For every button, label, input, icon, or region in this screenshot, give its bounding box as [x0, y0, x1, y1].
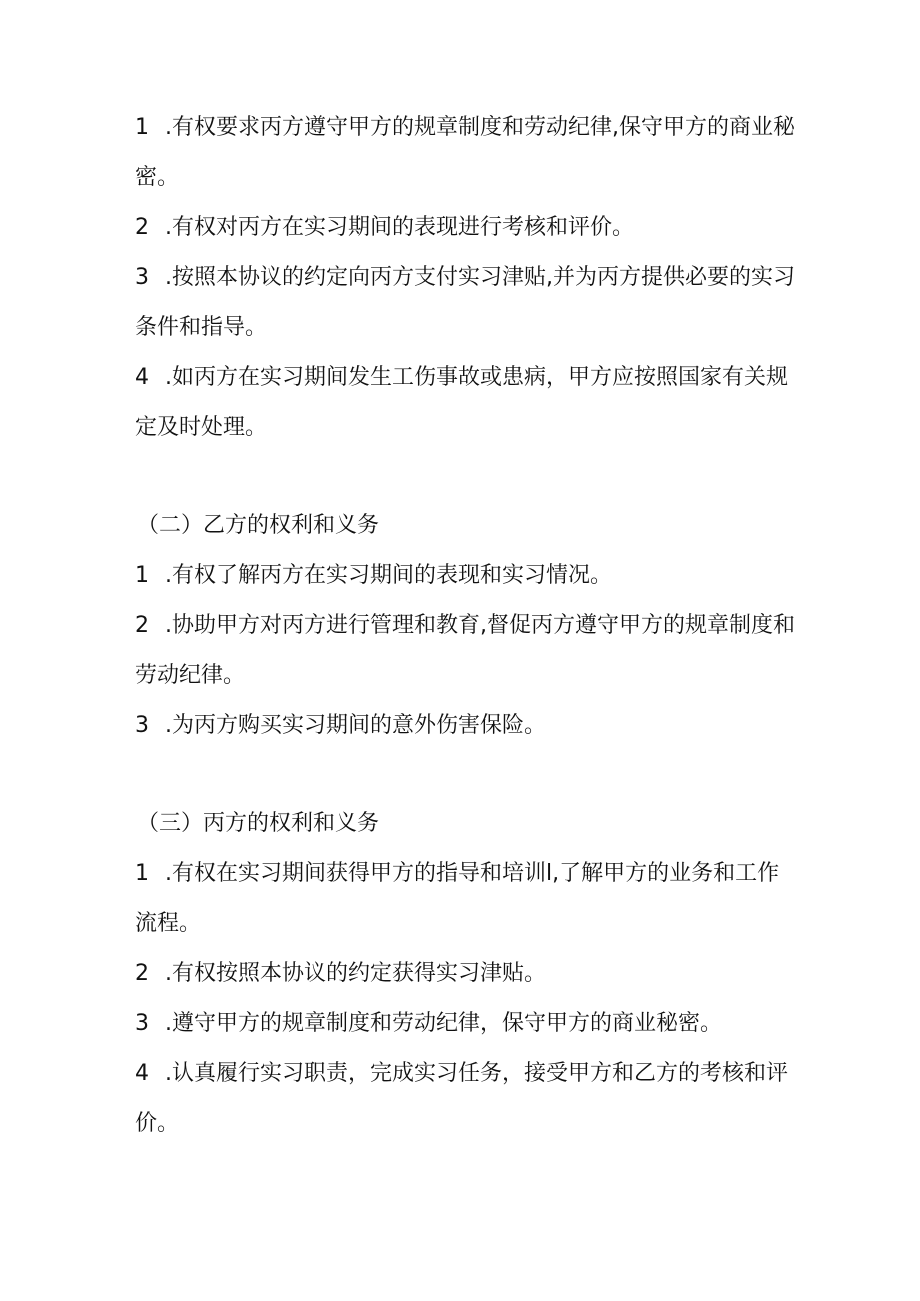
item-number: 4	[135, 365, 149, 390]
item-text: .按照本协议的约定向丙方支付实习津贴,并为丙方提供必要的实习条件和指导。	[135, 265, 795, 340]
list-item	[135, 203, 795, 253]
item-number: 2	[135, 961, 149, 986]
item-text: .遵守甲方的规章制度和劳动纪律，保守甲方的商业秘密。	[165, 1011, 722, 1036]
item-text: .如丙方在实习期间发生工伤事故或患病，甲方应按照国家有关规定及时处理。	[135, 365, 788, 440]
item-text: .协助甲方对丙方进行管理和教育,督促丙方遵守甲方的规章制度和劳动纪律。	[135, 613, 795, 688]
item-text: .认真履行实习职责，完成实习任务，接受甲方和乙方的考核和评价。	[135, 1061, 788, 1136]
section-party-a	[135, 103, 795, 453]
item-text: .有权了解丙方在实习期间的表现和实习情况。	[165, 563, 612, 588]
item-number: 3	[135, 265, 149, 290]
list-item	[135, 999, 795, 1049]
item-number: 3	[135, 1011, 149, 1036]
item-number: 2	[135, 613, 149, 638]
list-item	[135, 849, 795, 949]
section-party-c	[135, 799, 795, 1149]
document-body	[135, 103, 795, 1149]
item-number: 2	[135, 215, 149, 240]
item-text: .有权在实习期间获得甲方的指导和培训l,了解甲方的业务和工作流程。	[135, 861, 780, 936]
section-party-b	[135, 501, 795, 751]
section-heading: （三）丙方的权利和义务	[137, 811, 380, 836]
list-item	[135, 601, 795, 701]
item-number: 1	[135, 861, 149, 886]
list-item	[135, 103, 795, 203]
item-text: .有权要求丙方遵守甲方的规章制度和劳动纪律,保守甲方的商业秘密。	[135, 115, 795, 190]
section-heading: （二）乙方的权利和义务	[137, 513, 380, 538]
item-number: 3	[135, 713, 149, 738]
item-text: .有权对丙方在实习期间的表现进行考核和评价。	[165, 215, 634, 240]
list-item	[135, 949, 795, 999]
item-number: 4	[135, 1061, 149, 1086]
item-text: .为丙方购买实习期间的意外伤害保险。	[165, 713, 546, 738]
list-item	[135, 353, 795, 453]
list-item	[135, 701, 795, 751]
item-text: .有权按照本协议的约定获得实习津贴。	[165, 961, 546, 986]
list-item	[135, 253, 795, 353]
list-item	[135, 551, 795, 601]
item-number: 1	[135, 115, 149, 140]
item-number: 1	[135, 563, 149, 588]
list-item	[135, 1049, 795, 1149]
